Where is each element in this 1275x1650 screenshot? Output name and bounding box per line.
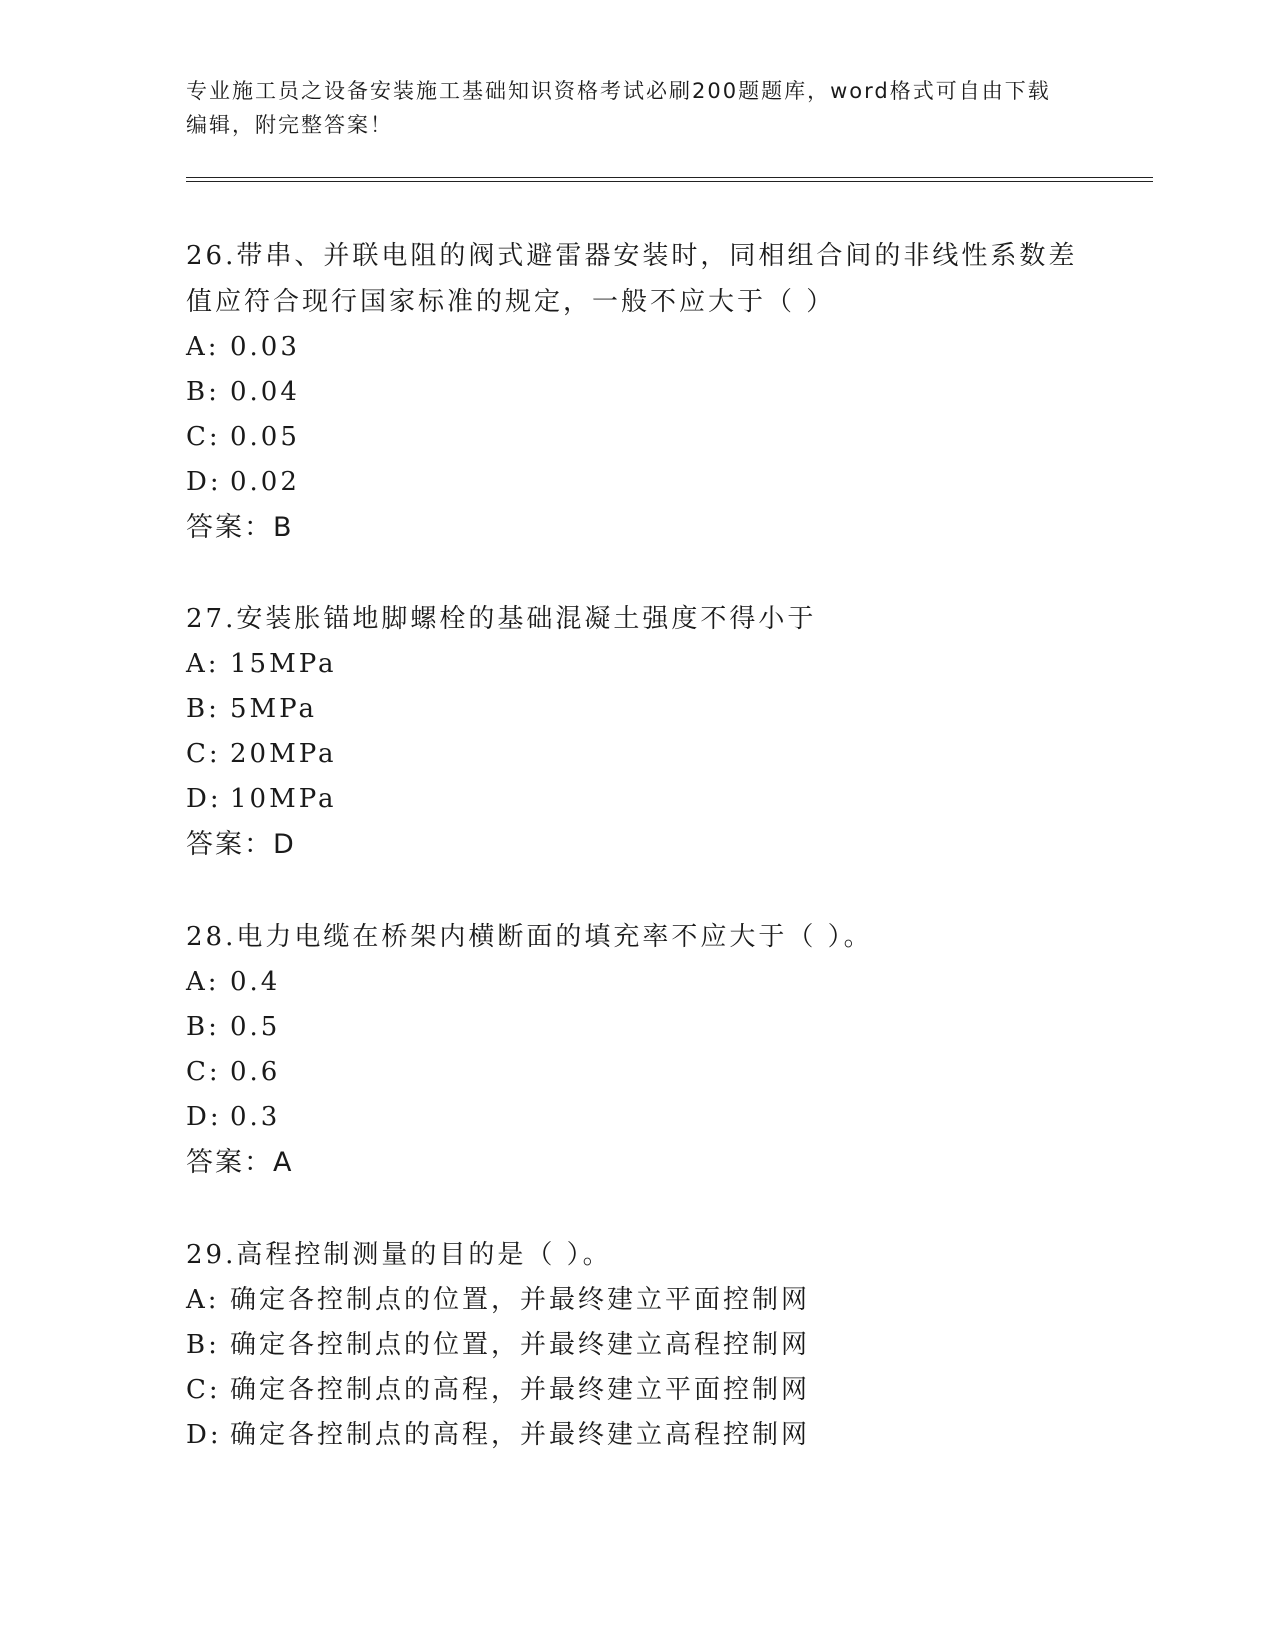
option-text: 确定各控制点的位置，并最终建立平面控制网 [230,1285,811,1315]
option-c [186,415,1086,460]
question-number: 27. [186,604,237,634]
option-a [186,642,1086,687]
question-text: 电力电缆在桥架内横断面的填充率不应大于（ ）。 [236,922,873,952]
option-label: D: [186,784,222,814]
option-label: C: [186,422,221,452]
header-divider-top [186,177,1153,178]
question-number: 29. [186,1240,237,1270]
answer-line: 答案：B [186,512,294,543]
answer-line: 答案：A [186,1147,294,1178]
option-a [186,1278,1086,1323]
option-d [186,777,1086,822]
question-26 [186,233,1086,551]
option-label: B: [186,694,220,724]
option-text: 15MPa [230,649,337,679]
option-text: 确定各控制点的位置，并最终建立高程控制网 [230,1330,811,1360]
option-label: B: [186,1330,220,1360]
option-label: B: [186,377,220,407]
question-stem [186,596,1086,642]
option-text: 0.02 [230,467,300,497]
option-label: C: [186,1057,221,1087]
option-text: 0.5 [230,1012,281,1042]
option-text: 0.05 [230,422,300,452]
page-header-title: 专业施工员之设备安装施工基础知识资格考试必刷200题题库，word格式可自由下载编辑，附完整答案！ [186,79,1051,137]
option-text: 0.03 [230,332,300,362]
option-text: 确定各控制点的高程，并最终建立平面控制网 [230,1375,811,1405]
option-d [186,460,1086,505]
option-label: D: [186,467,222,497]
option-label: A: [186,332,220,362]
answer-line: 答案：D [186,829,296,860]
option-text: 5MPa [230,694,317,724]
option-text: 0.04 [230,377,300,407]
question-text: 带串、并联电阻的阀式避雷器安装时，同相组合间的非线性系数差值应符合现行国家标准的规定，一般不应大于（ ） [186,241,1078,317]
option-d [186,1413,1086,1458]
option-c [186,1050,1086,1095]
option-label: A: [186,1285,220,1315]
option-label: D: [186,1102,222,1132]
option-d [186,1095,1086,1140]
question-27 [186,596,1086,868]
header-divider-bottom [186,181,1153,182]
question-28 [186,914,1086,1186]
option-a [186,325,1086,370]
option-c [186,1368,1086,1413]
option-b [186,1005,1086,1050]
question-29 [186,1232,1086,1458]
question-text: 安装胀锚地脚螺栓的基础混凝土强度不得小于 [236,604,817,634]
option-text: 20MPa [230,739,337,769]
option-b [186,687,1086,732]
question-text: 高程控制测量的目的是（ ）。 [236,1240,612,1270]
option-c [186,732,1086,777]
option-text: 10MPa [230,784,337,814]
option-label: C: [186,1375,221,1405]
question-stem [186,914,1086,960]
option-a [186,960,1086,1005]
option-text: 0.6 [230,1057,281,1087]
option-text: 确定各控制点的高程，并最终建立高程控制网 [230,1420,811,1450]
question-stem [186,1232,1086,1278]
option-text: 0.3 [230,1102,281,1132]
option-label: C: [186,739,221,769]
option-label: A: [186,649,220,679]
question-number: 26. [186,241,237,271]
option-b [186,370,1086,415]
option-label: B: [186,1012,220,1042]
option-text: 0.4 [230,967,281,997]
option-b [186,1323,1086,1368]
question-number: 28. [186,922,237,952]
question-stem [186,233,1086,325]
option-label: A: [186,967,220,997]
option-label: D: [186,1420,222,1450]
